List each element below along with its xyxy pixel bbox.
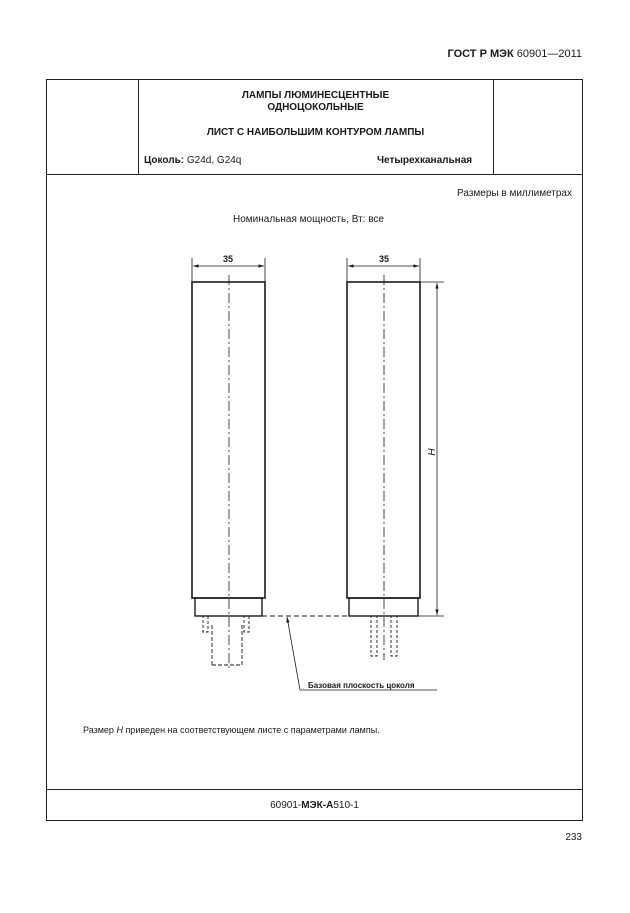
left-lamp-base bbox=[195, 598, 262, 616]
page-number: 233 bbox=[565, 832, 582, 843]
height-label: H bbox=[427, 448, 438, 456]
right-lamp-pin-2 bbox=[391, 616, 397, 656]
note-prefix: Размер bbox=[83, 725, 117, 735]
sheet-code-part2: МЭК-А bbox=[301, 800, 334, 811]
title-line-1: ЛАМПЫ ЛЮМИНЕСЦЕНТНЫЕ bbox=[241, 90, 390, 101]
base-value: G24d, G24q bbox=[186, 155, 242, 166]
base-plane-label: Базовая плоскость цоколя bbox=[308, 681, 415, 690]
standard-prefix: ГОСТ Р МЭК bbox=[447, 48, 514, 60]
right-lamp-body bbox=[347, 282, 420, 598]
title-line-2: ОДНОЦОКОЛЬНЫЕ bbox=[267, 102, 364, 113]
note-symbol: H bbox=[116, 725, 123, 735]
standard-number: 60901—2011 bbox=[516, 48, 582, 60]
left-lamp-body bbox=[192, 282, 265, 598]
right-width-label: 35 bbox=[378, 254, 390, 264]
right-lamp-base bbox=[349, 598, 418, 616]
channel-type: Четырехканальная bbox=[377, 155, 473, 166]
right-lamp bbox=[347, 258, 444, 660]
left-lamp-pin-2 bbox=[244, 616, 249, 632]
title-line-3: ЛИСТ С НАИБОЛЬШИМ КОНТУРОМ ЛАМПЫ bbox=[206, 127, 425, 138]
base-plane-leader bbox=[287, 617, 300, 690]
units-note: Размеры в миллиметрах bbox=[457, 188, 572, 199]
left-lamp bbox=[192, 258, 265, 668]
right-lamp-pin bbox=[371, 616, 377, 656]
left-lamp-pin bbox=[203, 616, 208, 632]
note-suffix: приведен на соответствующем листе с параметрами лампы. bbox=[122, 725, 380, 735]
sheet-code-part1: 60901- bbox=[270, 800, 302, 811]
power-note: Номинальная мощность, Вт: все bbox=[233, 214, 384, 225]
left-width-label: 35 bbox=[222, 254, 234, 264]
base-label: Цоколь: bbox=[144, 155, 185, 166]
sheet-code-part3: 510-1 bbox=[333, 800, 359, 811]
